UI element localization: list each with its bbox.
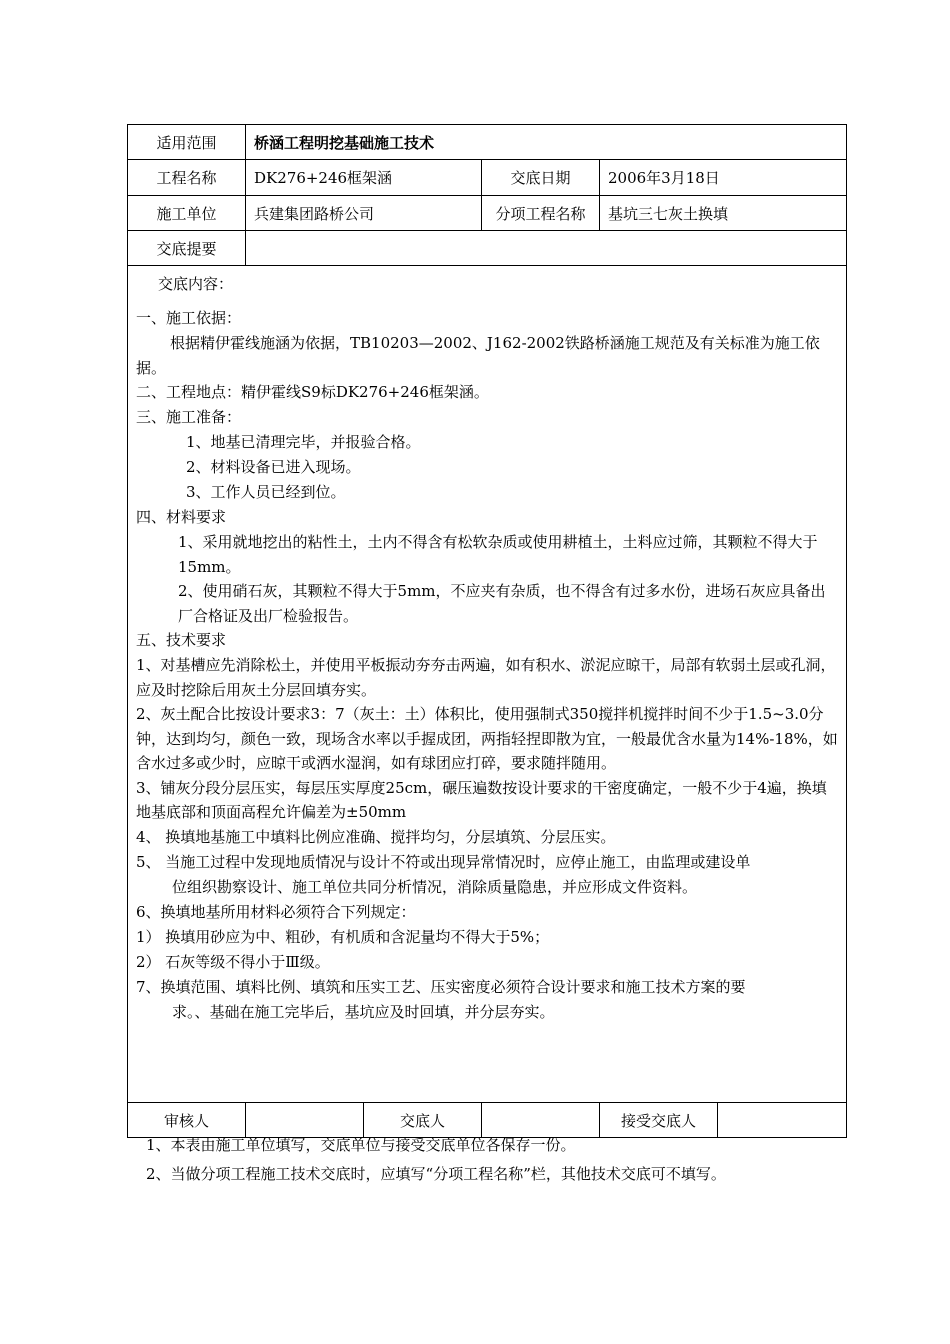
section-basis-title: 一、施工依据： — [136, 309, 242, 327]
technical-item: 4、 换填地基施工中填料比例应准确、搅拌均匀，分层填筑、分层压实。 — [136, 827, 616, 846]
sub-project-label: 分项工程名称 — [482, 196, 600, 231]
reviewer-label: 审核人 — [128, 1103, 246, 1138]
summary-label: 交底提要 — [128, 231, 246, 266]
section-location-title: 二、工程地点：精伊霍线S9标DK276+246框架涵。 — [136, 383, 489, 401]
materials-item: 2、使用硝石灰，其颗粒不得大于5mm，不应夹有杂质，也不得含有过多水份，进场石灰应具备出厂合格证及出厂检验报告。 — [178, 582, 826, 625]
section-materials-title: 四、材料要求 — [136, 508, 227, 526]
scope-label: 适用范围 — [128, 125, 246, 160]
section-preparation-title: 三、施工准备： — [136, 408, 242, 426]
content-heading: 交底内容： — [158, 275, 234, 293]
technical-item: 7、换填范围、填料比例、填筑和压实工艺、压实密度必须符合设计要求和施工技术方案的要 — [136, 977, 746, 996]
technical-subitem: 1） 换填用砂应为中、粗砂，有机质和含泥量均不得大于5%； — [136, 927, 550, 946]
preparation-item: 2、材料设备已进入现场。 — [186, 458, 361, 476]
content-row — [128, 266, 847, 1103]
date-label: 交底日期 — [482, 160, 600, 196]
technical-item: 1、对基槽应先消除松土，并使用平板振动夯夯击两遍，如有积水、淤泥应晾干，局部有软弱土层或孔洞，应及时挖除后用灰土分层回填夯实。 — [136, 656, 836, 699]
scope-row — [128, 125, 847, 160]
discloser-label: 交底人 — [364, 1103, 482, 1138]
receiver-label: 接受交底人 — [600, 1103, 718, 1138]
section-technical-title: 五、技术要求 — [136, 631, 227, 649]
receiver-value — [718, 1103, 847, 1138]
section-basis-text: 根据精伊霍线施涵为依据，TB10203—2002、J162-2002铁路桥涵施工规范及有关标准为施工依据。 — [136, 334, 820, 377]
unit-value: 兵建集团路桥公司 — [246, 196, 482, 231]
technical-item: 3、铺灰分段分层压实，每层压实厚度25cm，碾压遍数按设计要求的干密度确定，一般不少于4遍，换填地基底部和顶面高程允许偏差为±50mm — [136, 778, 827, 821]
technical-item-continued: 求。、基础在施工完毕后，基坑应及时回填，并分层夯实。 — [172, 1002, 555, 1021]
footnote: 1、本表由施工单位填写，交底单位与接受交底单位各保存一份。 — [146, 1136, 576, 1154]
technical-item: 5、 当施工过程中发现地质情况与设计不符或出现异常情况时，应停止施工，由监理或建设单 — [136, 852, 751, 871]
summary-value — [246, 231, 847, 266]
summary-row — [128, 231, 847, 266]
sub-project-value: 基坑三七灰土换填 — [600, 196, 847, 231]
project-name-value: DK276+246框架涵 — [246, 160, 482, 196]
technical-item: 2、灰土配合比按设计要求3：7（灰土：土）体积比，使用强制式350搅拌机搅拌时间不少于1.5~3.0分钟，达到均匀，颜色一致，现场含水率以手握成团，两指轻捏即散为宜，一般最优含水量为14%-18%，如含水过多或少时，应晾干或洒水湿润，如有球团应打碎，要求随拌随用。 — [136, 705, 838, 772]
unit-row — [128, 196, 847, 231]
project-name-row — [128, 160, 847, 196]
preparation-item: 1、地基已清理完毕，并报验合格。 — [186, 433, 421, 451]
content-cell — [128, 266, 847, 1103]
unit-label: 施工单位 — [128, 196, 246, 231]
footnote: 2、当做分项工程施工技术交底时，应填写“分项工程名称”栏，其他技术交底可不填写。 — [146, 1165, 726, 1183]
materials-item: 1、采用就地挖出的粘性土，土内不得含有松软杂质或使用耕植土，土料应过筛，其颗粒不得大于15mm。 — [178, 533, 818, 576]
technical-item-continued: 位组织勘察设计、施工单位共同分析情况，消除质量隐患，并应形成文件资料。 — [172, 877, 698, 896]
date-value: 2006年3月18日 — [600, 160, 847, 196]
technical-item: 6、换填地基所用材料必须符合下列规定： — [136, 902, 416, 921]
preparation-item: 3、工作人员已经到位。 — [186, 483, 346, 501]
technical-subitem: 2） 石灰等级不得小于Ⅲ级。 — [136, 952, 330, 971]
technical-disclosure-form — [127, 124, 847, 1138]
scope-value: 桥涵工程明挖基础施工技术 — [246, 125, 847, 160]
footnotes — [146, 1131, 726, 1189]
project-name-label: 工程名称 — [128, 160, 246, 196]
